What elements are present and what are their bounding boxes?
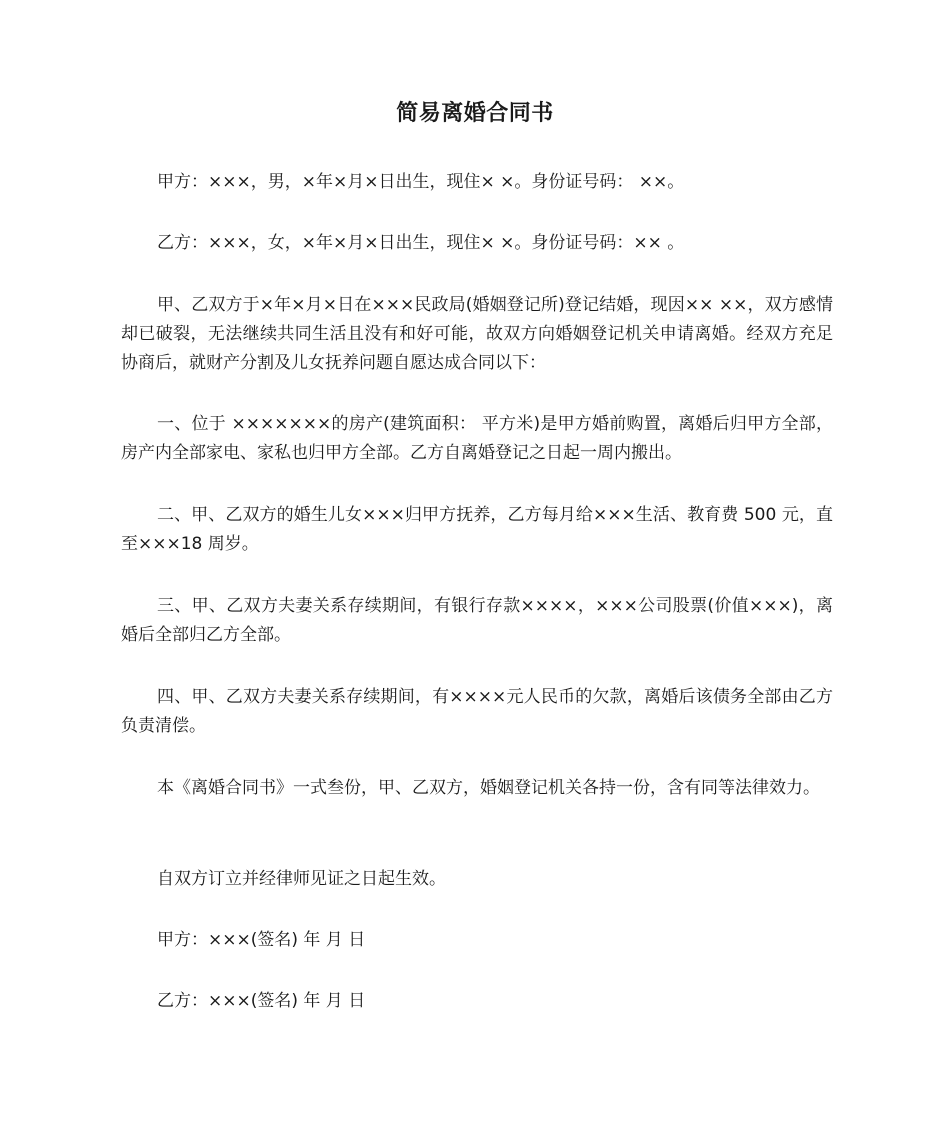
- marriage-background-paragraph: 甲、乙双方于×年×月×日在×××民政局(婚姻登记所)登记结婚，现因×× ××，双方感情却已破裂，无法继续共同生活且没有和好可能，故双方向婚姻登记机关申请离婚。经双方充足协商后，就财产分割及儿女抚养问题自愿达成合同以下：: [121, 295, 833, 373]
- clause-2-child-custody: 二、甲、乙双方的婚生儿女×××归甲方抚养，乙方每月给×××生活、教育费 500 元，直至×××18 周岁。: [121, 505, 833, 554]
- party-a-info: 甲方：×××，男，×年×月×日出生，现住× ×。身份证号码： ××。: [157, 172, 685, 192]
- party-a-signature-line: 甲方：×××(签名) 年 月 日: [157, 930, 366, 950]
- copies-statement: 本《离婚合同书》一式叁份，甲、乙双方，婚姻登记机关各持一份，含有同等法律效力。: [157, 778, 820, 798]
- document-title: 简易离婚合同书: [396, 101, 554, 126]
- effective-date-statement: 自双方订立并经律师见证之日起生效。: [157, 869, 446, 889]
- clause-1-property: 一、位于 ×××××××的房产(建筑面积： 平方米)是甲方婚前购置，离婚后归甲方全部，房产内全部家电、家私也归甲方全部。乙方自离婚登记之日起一周内搬出。: [121, 414, 833, 463]
- party-b-info: 乙方：×××，女，×年×月×日出生，现住× ×。身份证号码：×× 。: [157, 233, 685, 253]
- clause-4-debt: 四、甲、乙双方夫妻关系存续期间，有××××元人民币的欠款，离婚后该债务全部由乙方负责清偿。: [121, 687, 833, 736]
- party-b-signature-line: 乙方：×××(签名) 年 月 日: [157, 991, 366, 1011]
- clause-3-savings-stocks: 三、甲、乙双方夫妻关系存续期间，有银行存款××××，×××公司股票(价值×××)，离婚后全部归乙方全部。: [121, 596, 833, 645]
